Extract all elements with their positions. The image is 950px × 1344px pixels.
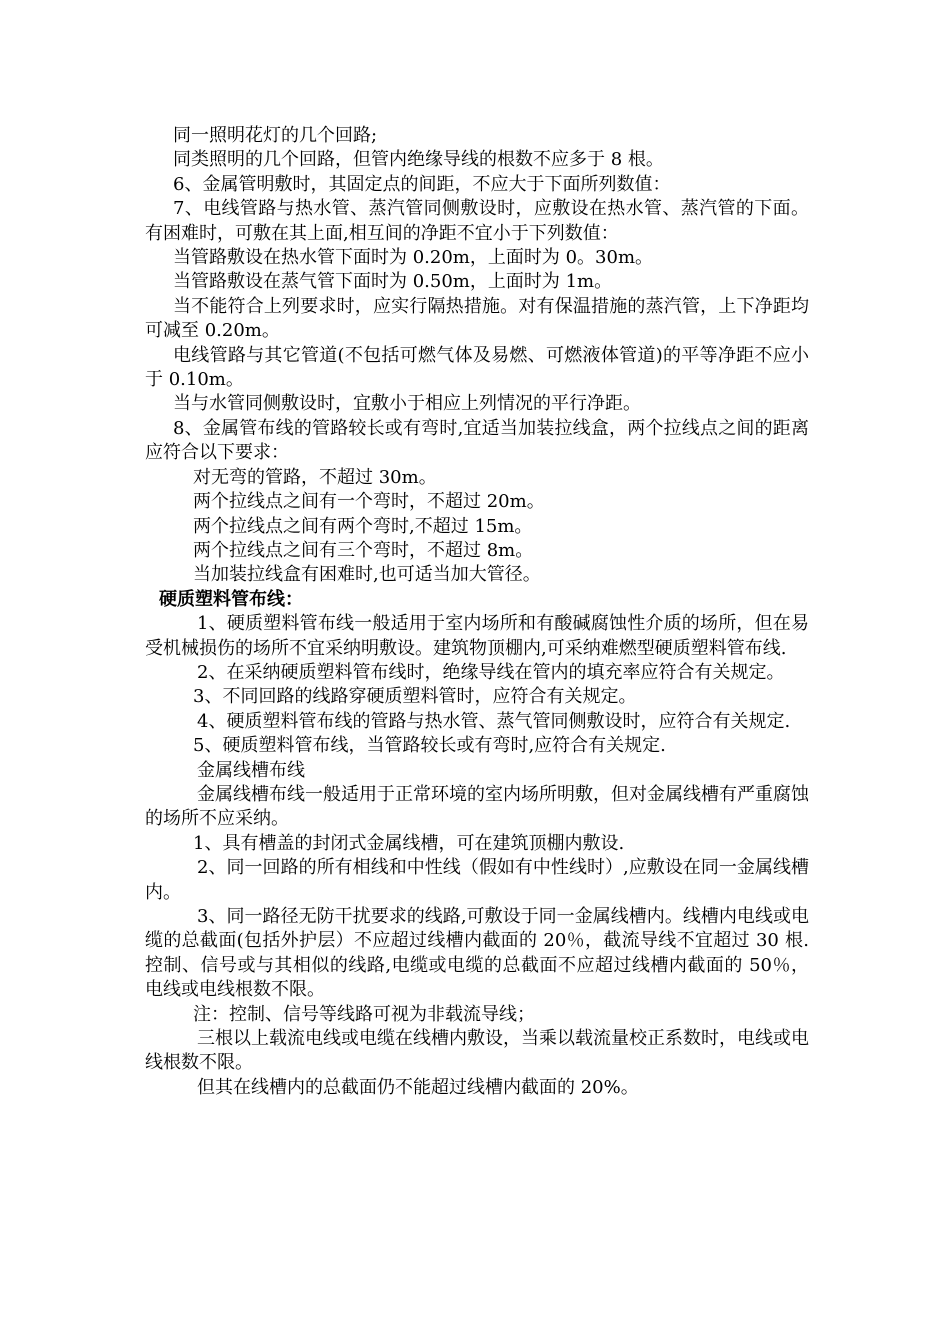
paragraph: 8、金属管布线的管路较长或有弯时,宜适当加装拉线盒，两个拉线点之间的距离应符合以下要求：: [145, 417, 809, 464]
paragraph: 三根以上载流电线或电缆在线槽内敷设，当乘以载流量校正系数时，电线或电线根数不限。: [145, 1028, 809, 1074]
list-item: 两个拉线点之间有三个弯时，不超过 8m。: [193, 539, 534, 561]
paragraph: 2、同一回路的所有相线和中性线（假如有中性线时）,应敷设在同一金属线槽内。: [145, 857, 809, 903]
section-heading: 硬质塑料管布线：: [159, 588, 303, 610]
paragraph: 2、在采纳硬质塑料管布线时，绝缘导线在管内的填充率应符合有关规定。: [197, 661, 785, 683]
paragraph: 同一照明花灯的几个回路;: [173, 125, 378, 146]
paragraph: 6、金属管明敷时，其固定点的间距，不应大于下面所列数值：: [173, 173, 671, 195]
list-item: 两个拉线点之间有一个弯时，不超过 20m。: [193, 491, 545, 513]
paragraph: 当与水管同侧敷设时，宜敷小于相应上列情况的平行净距。: [173, 393, 641, 415]
paragraph: 同类照明的几个回路，但管内绝缘导线的根数不应多于 8 根。: [173, 149, 664, 171]
paragraph: 当管路敷设在蒸气管下面时为 0.50m，上面时为 1m。: [173, 271, 613, 293]
paragraph: 但其在线槽内的总截面仍不能超过线槽内截面的 20%。: [197, 1076, 639, 1098]
paragraph: 7、电线管路与热水管、蒸汽管同侧敷设时，应敷设在热水管、蒸汽管的下面。有困难时，可敷在其上面,相互间的净距不宜小于下列数值：: [145, 198, 809, 244]
document-page: [145, 124, 809, 1100]
list-item: 对无弯的管路，不超过 30m。: [193, 466, 437, 488]
paragraph: 电线管路与其它管道(不包括可燃气体及易燃、可燃液体管道)的平等净距不应小于 0.10m。: [145, 344, 809, 391]
paragraph: 1、具有槽盖的封闭式金属线槽，可在建筑顶棚内敷设.: [193, 832, 625, 854]
paragraph: 3、不同回路的线路穿硬质塑料管时，应符合有关规定。: [193, 686, 637, 708]
list-item: 两个拉线点之间有两个弯时,不超过 15m。: [193, 515, 533, 537]
paragraph: 注：控制、信号等线路可视为非载流导线；: [193, 1003, 535, 1025]
paragraph: 金属线槽布线一般适用于正常环境的室内场所明敷，但对金属线槽有严重腐蚀的场所不应采纳。: [145, 783, 809, 830]
paragraph: 当管路敷设在热水管下面时为 0.20m，上面时为 0。30m。: [173, 247, 654, 269]
list-item: 当加装拉线盒有困难时,也可适当加大管径。: [193, 564, 541, 586]
paragraph: 3、同一路径无防干扰要求的线路,可敷设于同一金属线槽内。线槽内电线或电缆的总截面(包括外护层）不应超过线槽内截面的 20％，截流导线不宜超过 30 根.控制、信号或与其相似的线路,电缆或电缆的总截面不应超过线槽内截面的 50％，电线或电线根数不限。: [145, 906, 809, 1001]
paragraph: 当不能符合上列要求时，应实行隔热措施。对有保温措施的蒸汽管，上下净距均可减至 0.20m。: [145, 295, 809, 342]
section-heading: 金属线槽布线: [197, 759, 305, 781]
paragraph: 5、硬质塑料管布线，当管路较长或有弯时,应符合有关规定.: [193, 735, 666, 757]
paragraph: 4、硬质塑料管布线的管路与热水管、蒸气管同侧敷设时，应符合有关规定.: [197, 710, 791, 732]
paragraph: 1、硬质塑料管布线一般适用于室内场所和有酸碱腐蚀性介质的场所，但在易受机械损伤的场所不宜采纳明敷设。建筑物顶棚内,可采纳难燃型硬质塑料管布线.: [145, 613, 809, 659]
